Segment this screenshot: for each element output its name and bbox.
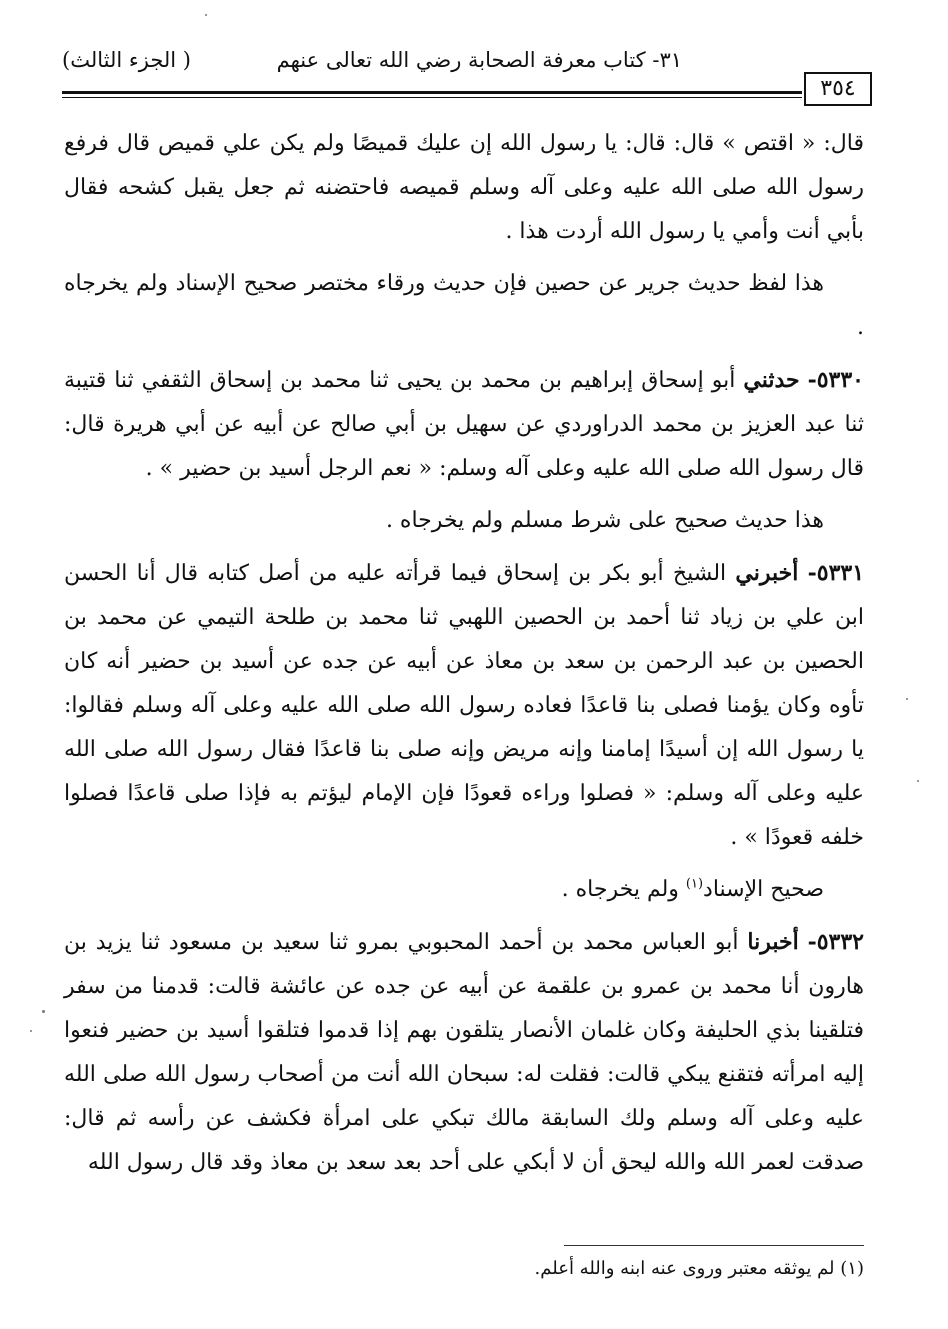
paragraph-text: صحيح الإسناد [703, 877, 824, 902]
hadith-5332 [64, 920, 864, 1185]
part-label: ( الجزء الثالث) [62, 48, 191, 72]
hadith-text: أبو إسحاق إبراهيم بن محمد بن يحيى ثنا محمد بن إسحاق الثقفي ثنا قتيبة ثنا عبد العزيز بن محمد الدراوردي عن سهيل بن أبي صالح عن أبيه عن أبي هريرة قال: قال رسول الله صلى الله عليه وعلى آله وسلم: « نعم الرجل أسيد بن حضير » . [64, 368, 864, 481]
header-rule-thin [62, 97, 802, 98]
scan-speck [917, 780, 919, 782]
scan-speck [906, 698, 908, 700]
body-text [64, 122, 864, 1193]
hadith-5331 [64, 551, 864, 860]
paragraph-text: ولم يخرجاه . [561, 877, 686, 902]
paragraph-comment [64, 499, 864, 543]
scan-speck [42, 1010, 45, 1013]
hadith-lead-word: أخبرني [735, 560, 799, 586]
page-number: ٣٥٤ [804, 72, 872, 106]
hadith-5330 [64, 358, 864, 491]
footnote [535, 1256, 864, 1282]
scan-speck [30, 1030, 32, 1032]
hadith-lead-word: حدثني [743, 367, 800, 393]
footnote-divider [564, 1245, 864, 1246]
hadith-number: ٥٣٣٠- [807, 367, 864, 393]
scan-speck [205, 14, 207, 16]
hadith-text: الشيخ أبو بكر بن إسحاق فيما قرأته عليه من أصل كتابه قال أنا الحسن ابن علي بن زياد ثنا أحمد بن الحصين اللهبي ثنا محمد بن طلحة التيمي عن محمد بن الحصين بن عبد الرحمن بن سعد بن معاذ عن أبيه عن جده عن أسيد بن حضير أنه كان تأوه وكان يؤمنا فصلى بنا قاعدًا فعاده رسول الله صلى الله عليه وعلى آله وسلم فقالوا: يا رسول الله إن أسيدًا إمامنا وإنه مريض وإنه صلى بنا قاعدًا فقال رسول الله صلى الله عليه وعلى آله وسلم: « فصلوا وراءه قعودًا فإن الإمام ليؤتم به فإذا صلى قاعدًا فصلوا خلفه قعودًا » . [64, 561, 864, 850]
footnote-marker: (١) [840, 1258, 864, 1279]
paragraph-text: قال: « اقتص » قال: قال: يا رسول الله إن عليك قميصًا ولم يكن علي قميص قال فرفع رسول الله صلى الله عليه وعلى آله وسلم قميصه فاحتضنه ثم جعل يقبل كشحه فقال بأبي أنت وأمي يا رسول الله أردت هذا . [64, 131, 864, 244]
paragraph-text: هذا حديث صحيح على شرط مسلم ولم يخرجاه . [385, 508, 824, 533]
footnote-text: لم يوثقه معتبر وروى عنه ابنه والله أعلم. [534, 1258, 835, 1279]
paragraph-text: هذا لفظ حديث جرير عن حصين فإن حديث ورقاء مختصر صحيح الإسناد ولم يخرجاه . [64, 271, 864, 340]
hadith-number: ٥٣٣٢- [807, 929, 864, 955]
paragraph-continuation [64, 122, 864, 254]
footnote-reference[interactable]: (١) [685, 876, 704, 892]
hadith-lead-word: أخبرنا [747, 929, 799, 955]
hadith-text: أبو العباس محمد بن أحمد المحبوبي بمرو ثنا سعيد بن مسعود ثنا يزيد بن هارون أنا محمد بن عمرو بن علقمة عن أبيه عن جده عن عائشة قالت: قدمنا من سفر فتلقينا بذي الحليفة وكان غلمان الأنصار يتلقون بهم إذا قدموا فتلقوا أسيد بن حضير فنعوا إليه امرأته فتقنع يبكي قالت: فقلت له: سبحان الله أنت من أصحاب رسول الله صلى الله عليه وعلى آله وسلم ولك السابقة مالك تبكي على امرأة فكشف عن رأسه ثم قال: صدقت لعمر الله والله ليحق أن لا أبكي على أحد بعد سعد بن معاذ وقد قال رسول الله [64, 930, 864, 1175]
header-rule-thick [62, 91, 802, 94]
book-title: ٣١- كتاب معرفة الصحابة رضي الله تعالى عنهم [276, 48, 682, 72]
paragraph-comment [64, 868, 864, 912]
hadith-number: ٥٣٣١- [807, 560, 865, 586]
paragraph-comment [64, 262, 864, 350]
running-header [62, 44, 872, 84]
